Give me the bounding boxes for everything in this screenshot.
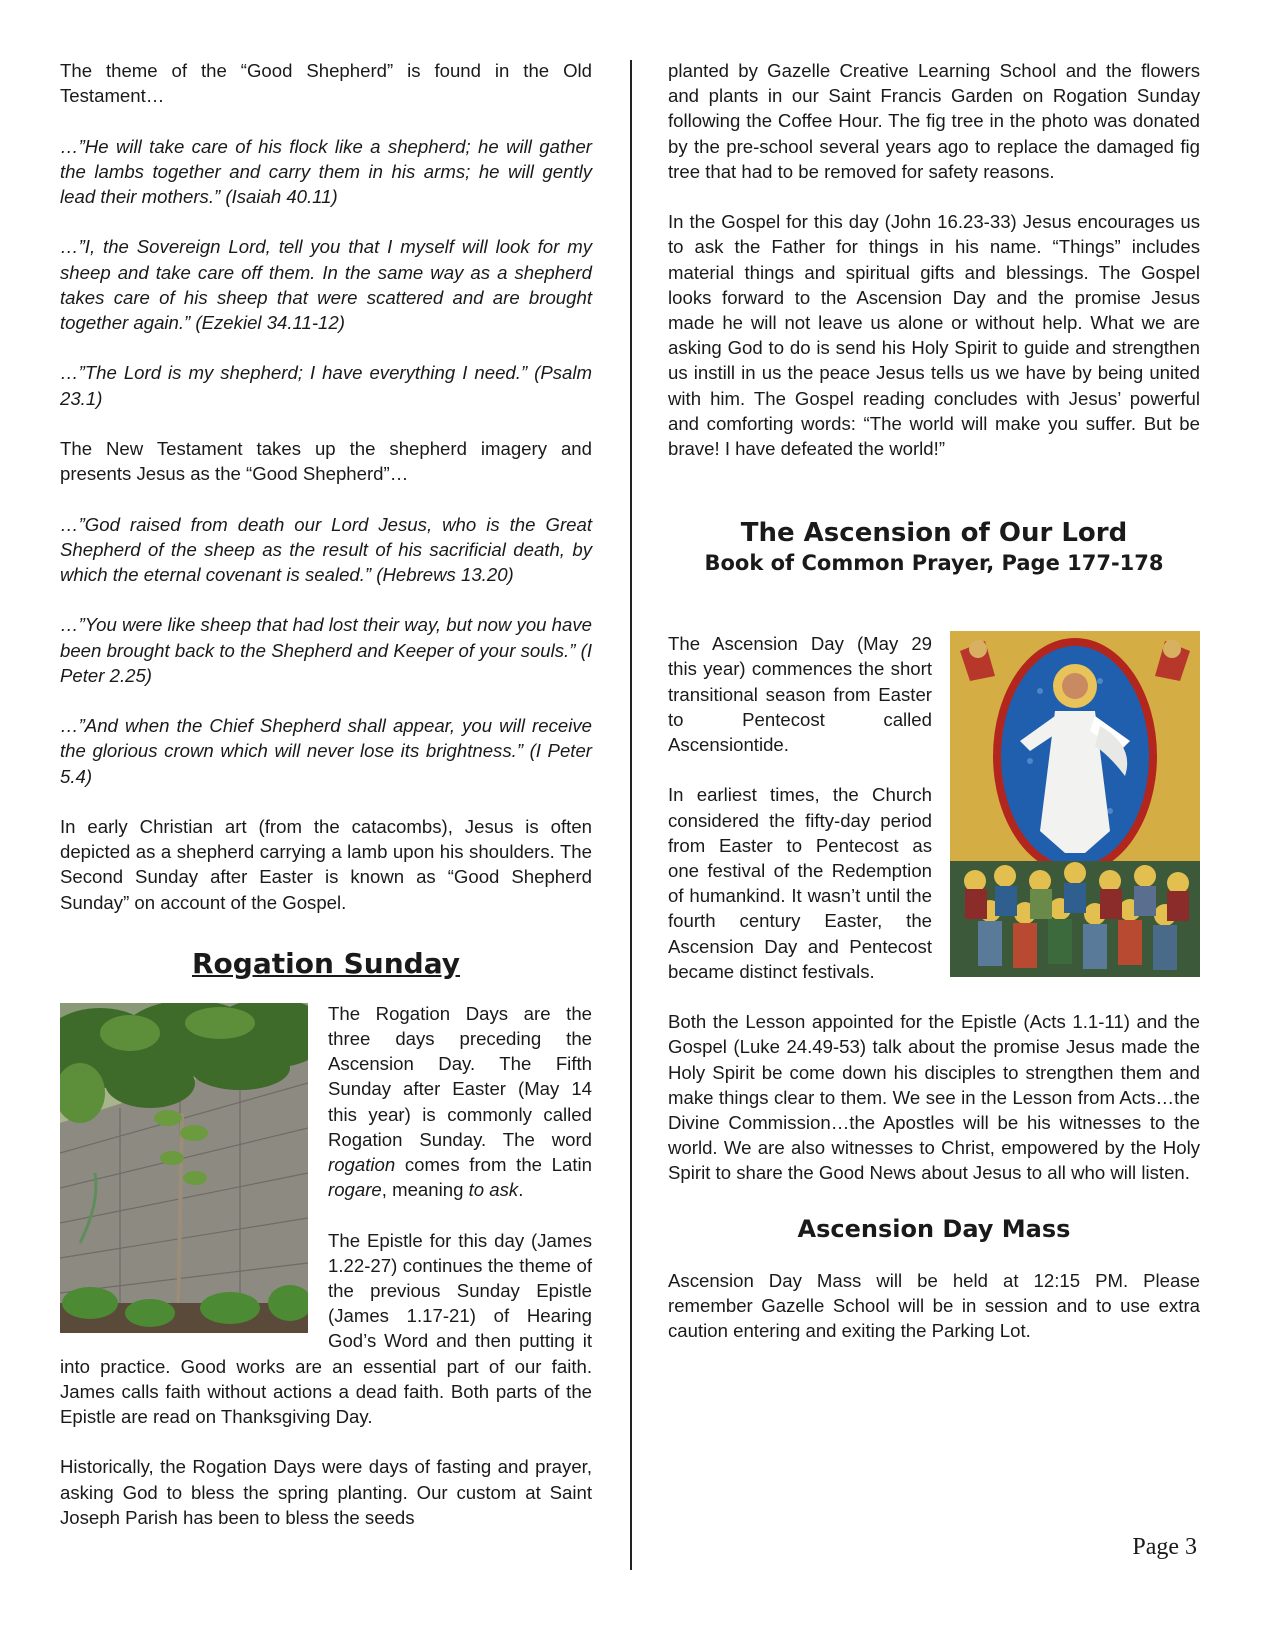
epistle-paragraph: The Epistle for this day (James 1.22-27) continues the theme of the previous Sunday Epistle (James 1.17-21) of Hearing God’s Word and then putting it into practice. Good works are an essential part of our faith. James calls faith without actions a dead faith. Both parts of the Epistle are read on Thanksgiving Day. <box>60 1229 592 1428</box>
ascension-mass-heading: Ascension Day Mass <box>797 1214 1071 1243</box>
ascension-subheading: Book of Common Prayer, Page 177-178 <box>704 551 1164 576</box>
quote-hebrews: …”God raised from death our Lord Jesus, who is the Great Shepherd of the sheep as the result of his sacrificial death, by which the eternal covenant is sealed.” (Hebrews 13.20) <box>60 513 592 585</box>
intro-paragraph: The theme of the “Good Shepherd” is found in the Old Testament… <box>60 60 592 107</box>
ascension-day-paragraph: The Ascension Day (May 29 this year) commences the short transitional season from Easter to Pentecost called Ascensiontide. <box>668 633 932 756</box>
quote-peter-2: …”And when the Chief Shepherd shall appear, you will receive the glorious crown which will never lose its brightness.” (I Peter 5.4) <box>60 715 592 787</box>
earliest-times-paragraph: In earliest times, the Church considered the fifty-day period from Easter to Pentecost as one festival of the Redemption of humankind. It wasn’t until the fourth century Easter, the Ascension Day and Pentecost became distinct festivals. <box>668 784 932 982</box>
quote-isaiah: …”He will take care of his flock like a shepherd; he will gather the lambs together and carry them in his arms; he will gently lead their mothers.” (Isaiah 40.11) <box>60 135 592 207</box>
page-number: Page 3 <box>1132 1534 1197 1560</box>
right-column <box>668 58 1200 1343</box>
quote-psalm: …”The Lord is my shepherd; I have everything I need.” (Psalm 23.1) <box>60 362 592 409</box>
lesson-paragraph: Both the Lesson appointed for the Epistle (Acts 1.1-11) and the Gospel (Luke 24.49-53) talk about the promise Jesus made the Holy Spirit be come down his disciples to strengthen them and make things clear to them. We see in the Lesson from Acts…the Divine Commission…the Apostles will be his witnesses to the world. We are also witnesses to Christ, empowered by the Holy Spirit to share the Good News about Jesus to all who will listen. <box>668 1011 1200 1184</box>
mass-paragraph: Ascension Day Mass will be held at 12:15 PM. Please remember Gazelle School will be in session and to use extra caution entering and exiting the Parking Lot. <box>668 1269 1200 1342</box>
quote-ezekiel: …”I, the Sovereign Lord, tell you that I myself will look for my sheep and take care off them. In the same way as a shepherd takes care of his sheep that were scattered and are brought together again.” (Ezekiel 34.11-12) <box>60 236 592 333</box>
continued-paragraph: planted by Gazelle Creative Learning School and the flowers and plants in our Saint Francis Garden on Rogation Sunday following the Coffee Hour. The fig tree in the photo was donated by the pre-school several years ago to replace the damaged fig tree that had to be removed for safety reasons. <box>668 60 1200 182</box>
christian-art-paragraph: In early Christian art (from the catacombs), Jesus is often depicted as a shepherd carrying a lamb upon his shoulders. The Second Sunday after Easter is known as “Good Shepherd Sunday” on account of the Gospel. <box>60 815 592 913</box>
left-column <box>60 58 592 1530</box>
ascension-heading: The Ascension of Our Lord <box>740 518 1128 549</box>
historical-paragraph: Historically, the Rogation Days were days of fasting and prayer, asking God to bless the spring planting. Our custom at Saint Joseph Parish has been to bless the seeds <box>60 1456 592 1528</box>
fig-tree-garden-photo <box>60 1003 308 1333</box>
gospel-paragraph: In the Gospel for this day (John 16.23-33) Jesus encourages us to ask the Father for things in his name. “Things” includes material things and spiritual gifts and blessings. The Gospel looks forward to the Ascension Day and the promise Jesus made he will not leave us alone or without help. What we are asking God to do is send his Holy Spirit to guide and strengthen us instill in us the peace Jesus tells us we have by being united with him. The Gospel reading concludes with Jesus’ powerful and comforting words: “The world will make you suffer. But be brave! I have defeated the world!” <box>668 211 1200 460</box>
column-divider <box>630 60 632 1570</box>
quote-peter-1: …”You were like sheep that had lost their way, but now you have been brought back to the Shepherd and Keeper of your souls.” (I Peter 2.25) <box>60 614 592 686</box>
rogation-days-paragraph: The Rogation Days are the three days preceding the Ascension Day. The Fifth Sunday after Easter (May 14 this year) is commonly called Rogation Sunday. The word rogation comes from the Latin rogare, meaning to ask. <box>328 1002 592 1201</box>
ascension-section <box>668 631 1200 1185</box>
rogation-sunday-heading: Rogation Sunday <box>192 946 460 980</box>
ascension-icon-painting <box>950 631 1200 977</box>
rogation-section <box>60 1001 592 1530</box>
new-testament-paragraph: The New Testament takes up the shepherd imagery and presents Jesus as the “Good Shepherd”… <box>60 437 592 485</box>
